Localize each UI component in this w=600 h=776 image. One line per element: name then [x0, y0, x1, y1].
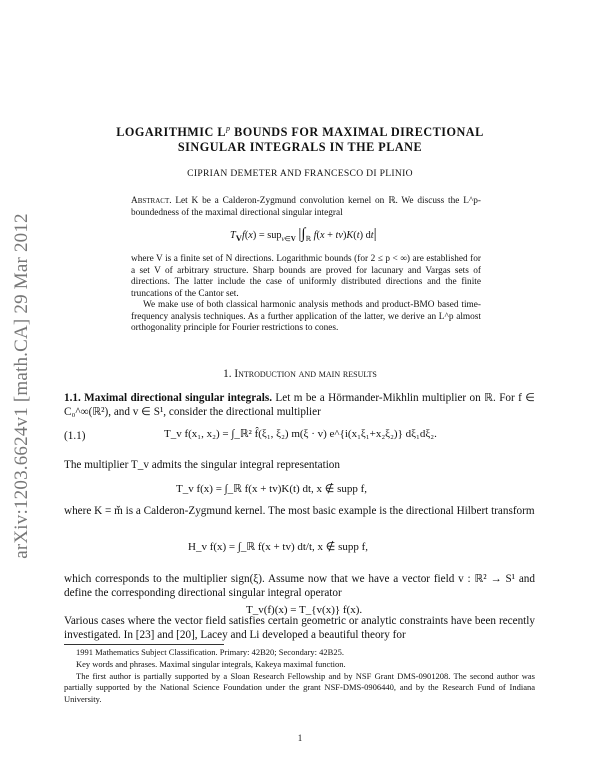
intro-paragraph-1: 1.1. Maximal directional singular integrals. Let m be a Hörmander-Mikhlin multiplier on ℝ. For f ∈ C₀^∞(ℝ²), and v ∈ S¹, consider the directional multiplier — [64, 392, 535, 419]
intro-paragraph-4: which corresponds to the multiplier sign(ξ). Assume now that we have a vector field v : ℝ² → S¹ and define the corresponding directional singular integral operator — [64, 573, 535, 600]
authors: CIPRIAN DEMETER AND FRANCESCO DI PLINIO — [187, 168, 413, 179]
equation-singular-integral: T_v f(x) = ∫_ℝ f(x + tv)K(t) dt, x ∉ supp f, — [176, 483, 368, 495]
intro-paragraph-3: where K = m̌ is a Calderon-Zygmund kernel. The most basic example is the directional Hilbert transform — [64, 505, 535, 517]
abstract-p1: Abstract. Let K be a Calderon-Zygmund convolution kernel on ℝ. We discuss the L^p-boundedness of the maximal directional singular integral — [131, 196, 482, 218]
section-heading: 1. Introduction and main results — [223, 368, 377, 380]
footnote-msc: 1991 Mathematics Subject Classification. Primary: 42B20; Secondary: 42B25. — [76, 647, 344, 657]
intro-paragraph-2: The multiplier T_v admits the singular integral representation — [64, 459, 340, 471]
abstract-p3: We make use of both classical harmonic analysis methods and product-BMO based time-frequency analysis techniques. As a further application of the latter, we derive an L^p almost orthogonality principle for Fourier restrictions to cones. — [131, 300, 481, 334]
abstract-equation: $T_Vf(x) = sup_{v\in V}$ $|\int_ℝ$ f(x + tv)K(t) dt| — [230, 226, 377, 244]
abstract-p2: where V is a finite set of N directions. Logarithmic bounds (for 2 ≤ p < ∞) are established for a set V of arbitrary structure. Sharp bounds are proved for lacunary and Vargas sets of directions. The latter include the case of uniformly distributed directions and the finite truncations of the Cantor set. — [131, 254, 481, 300]
footnote-keywords: Key words and phrases. Maximal singular integrals, Kakeya maximal function. — [76, 659, 346, 669]
intro-paragraph-5: Various cases where the vector field satisfies certain geometric or analytic constraints have been recently investigated. In [23] and [20], Lacey and Li developed a beautiful theory for — [64, 615, 535, 642]
equation-1-1: T_v f(x₁, x₂) = ∫_ℝ² f̂(ξ₁, ξ₂) m(ξ · v) e^{i(x₁ξ₁+x₂ξ₂)} dξ₁dξ₂. — [164, 428, 437, 440]
equation-vector-field: T_v(f)(x) = T_{v(x)} f(x). — [246, 604, 363, 616]
paper-title: LOGARITHMIC $L^p$ BOUNDS FOR MAXIMAL DIRECTIONAL SINGULAR INTEGRALS IN THE PLANE — [116, 124, 484, 155]
footnote-rule — [64, 644, 224, 645]
footnote-funding: The first author is partially supported by a Sloan Research Fellowship and by NSF Grant DMS-0901208. The second author was partially supported by the National Science Foundation under the grant NSF-DMS-0906440, and by the Research Fund of Indiana University. — [64, 671, 535, 704]
equation-number: (1.1) — [64, 430, 86, 442]
page-number: 1 — [297, 733, 303, 743]
arxiv-stamp: arXiv:1203.6624v1 [math.CA] 29 Mar 2012 — [11, 213, 32, 559]
equation-hilbert-transform: H_v f(x) = ∫_ℝ f(x + tv) dt/t, x ∉ supp f, — [188, 541, 369, 553]
